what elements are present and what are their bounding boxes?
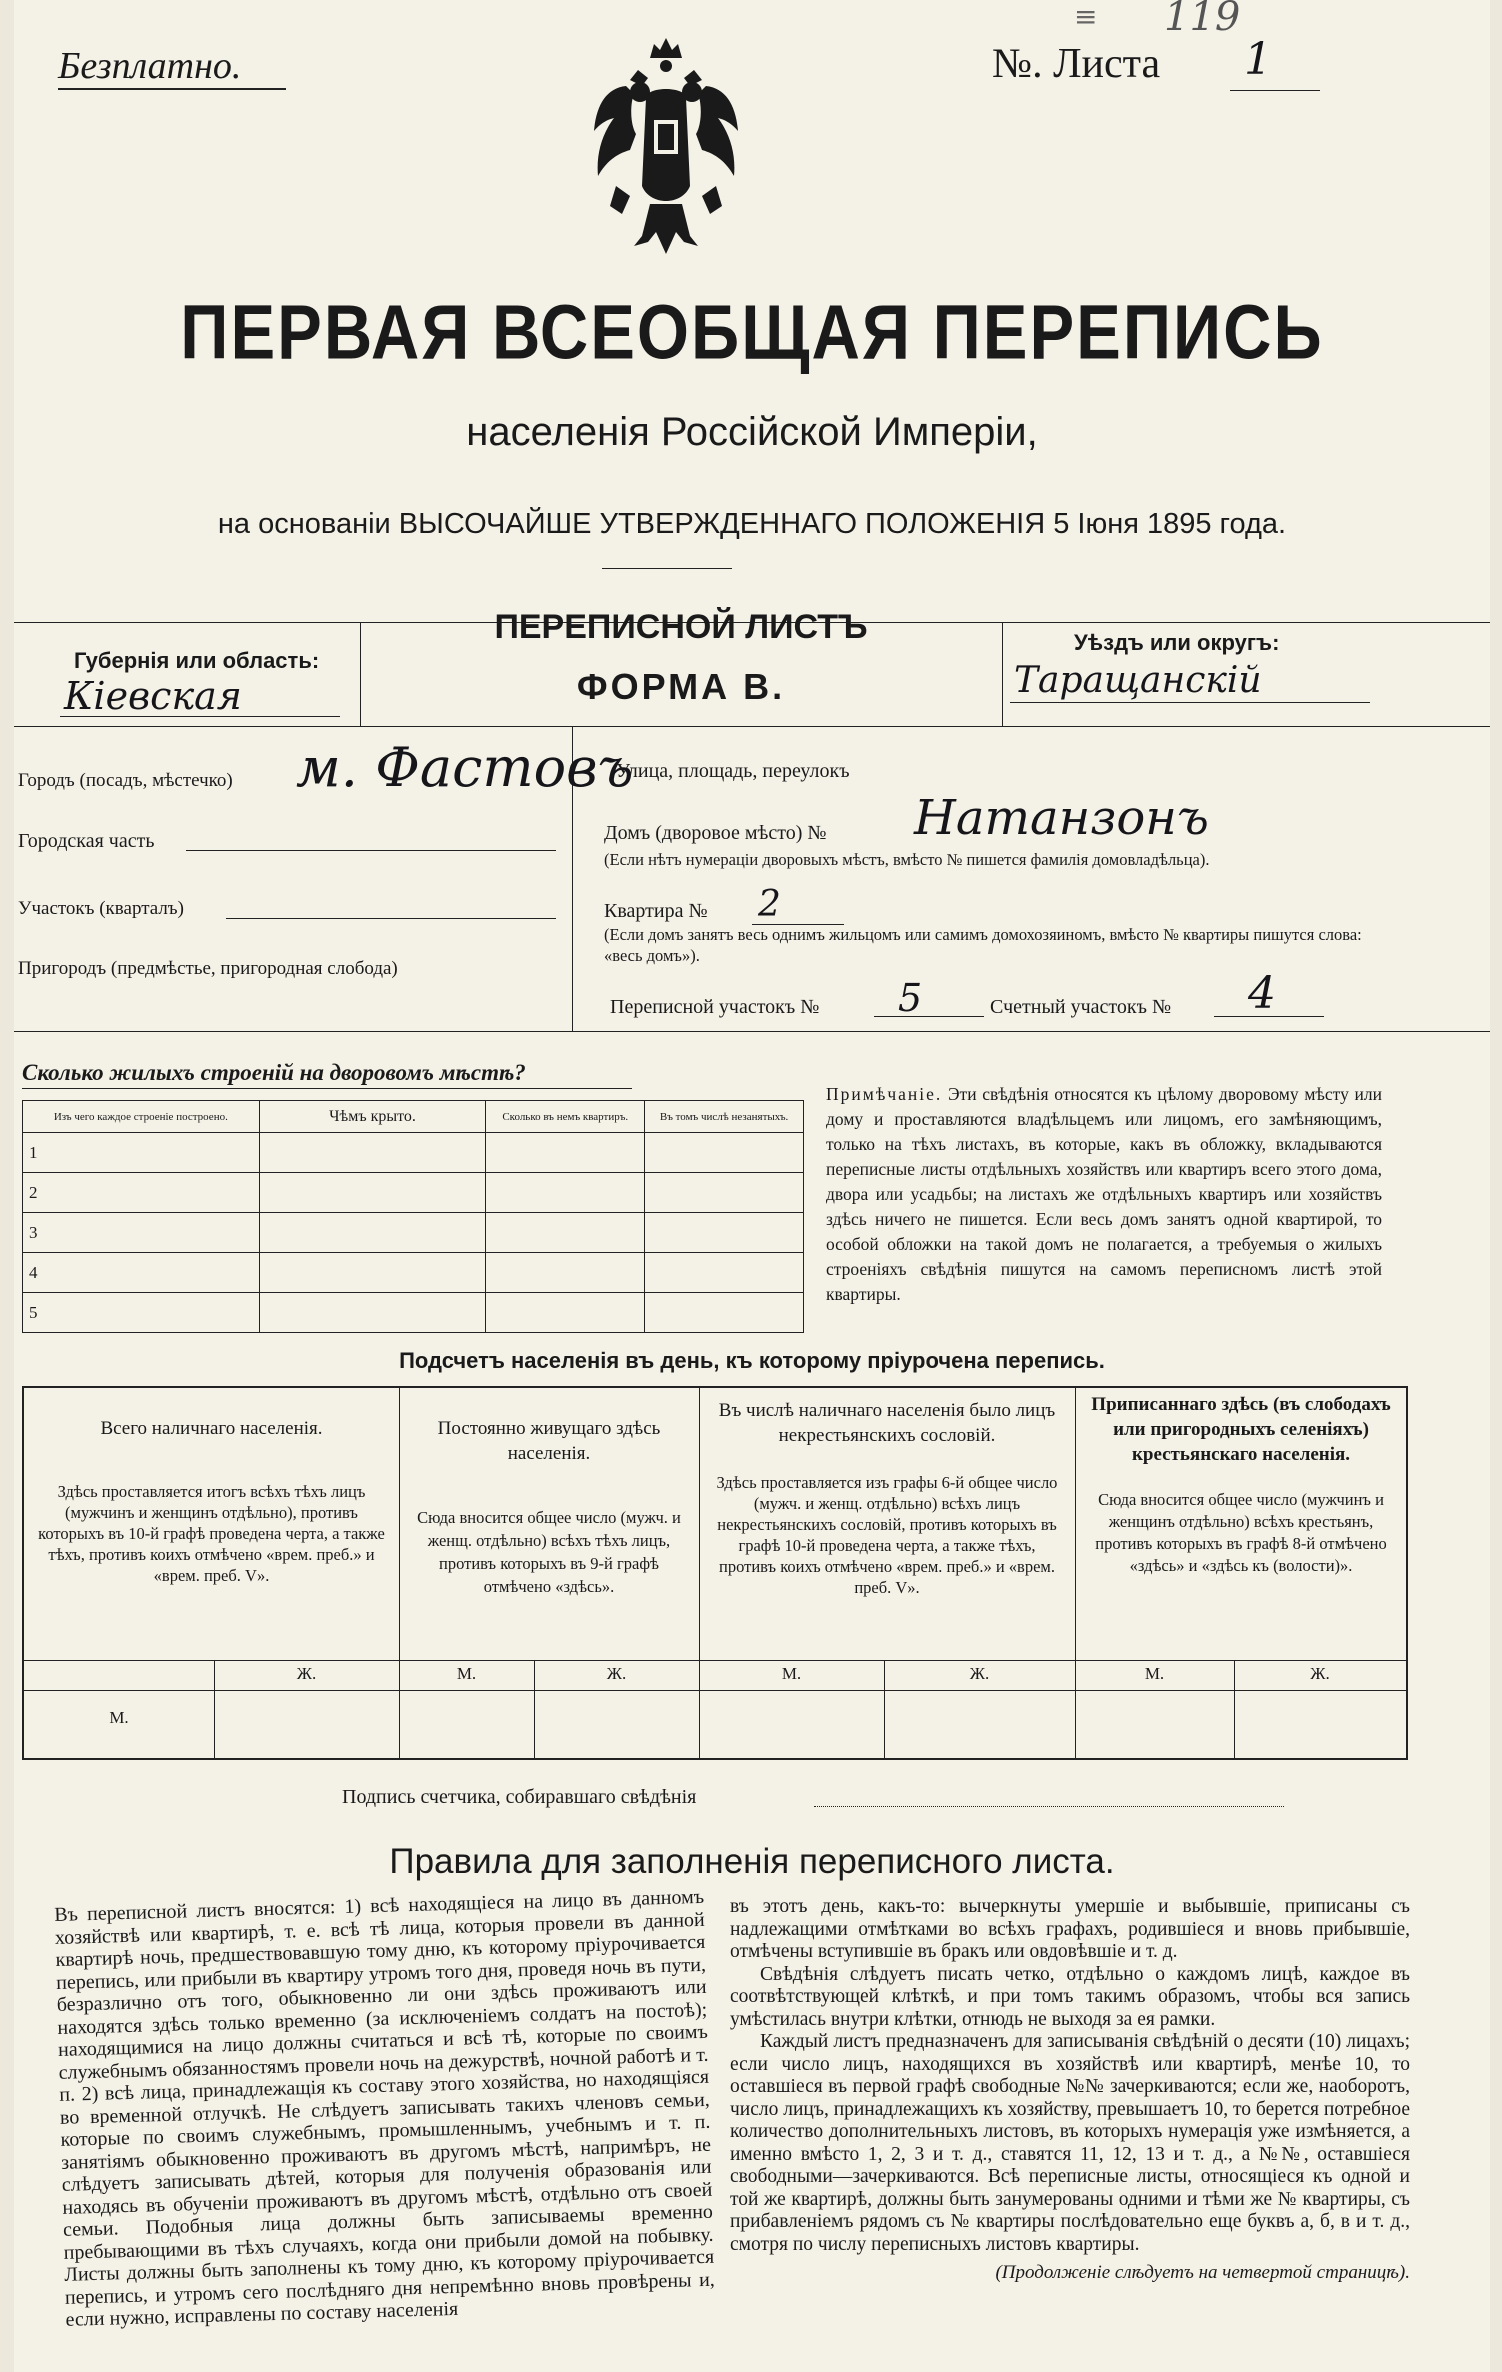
count-col-body: Сюда вносится общее число (мужчинъ и женщинъ отдѣльно) всѣхъ крестьянъ, противъ которыхъ въ графѣ 8-й отмѣчено «здѣсь» и «здѣсь къ (волости)». bbox=[1095, 1490, 1387, 1575]
house-value: Натанзонъ bbox=[914, 790, 1209, 846]
archive-mark: 119 bbox=[1164, 0, 1241, 40]
buildings-question: Сколько жилыхъ строеній на дворовомъ мѣстѣ? bbox=[22, 1060, 526, 1085]
buildings-table bbox=[22, 1100, 804, 1333]
buildings-col-material: Изъ чего каждое строеніе построено. bbox=[23, 1101, 260, 1133]
district-label: Городская часть bbox=[18, 830, 155, 852]
m-label: М. bbox=[781, 1664, 802, 1683]
province-label: Губернія или область: bbox=[74, 648, 320, 673]
rules-right-para-1: въ этотъ день, какъ-то: вычеркнуты умершіе и выбывшіе, приписаны съ надлежащими отмѣтками во всѣхъ графахъ, родившіеся и вновь прибывшіе, отмѣчены вступившіе въ бракъ или овдовѣвшіе и т. д. bbox=[730, 1896, 1410, 1962]
double-headed-eagle-emblem bbox=[586, 36, 746, 276]
legal-basis: на основаніи ВЫСОЧАЙШЕ УТВЕРЖДЕННАГО ПОЛОЖЕНІЯ 5 Іюня 1895 года. bbox=[217, 508, 1287, 540]
main-title: ПЕРВАЯ ВСЕОБЩАЯ ПЕРЕПИСЬ bbox=[180, 289, 1324, 376]
count-col-title: Въ числѣ наличнаго населенія было лицъ некрестьянскихъ сословій. bbox=[718, 1400, 1056, 1446]
county-label: Уѣздъ или округъ: bbox=[1074, 630, 1280, 655]
apartment-note: (Если домъ занятъ весь однимъ жильцомъ или самимъ домохозяиномъ, вмѣсто № квартиры пишутся слова: «весь домъ»). bbox=[604, 925, 1362, 965]
count-area-value: 4 bbox=[1248, 968, 1276, 1019]
buildings-row-num: 1 bbox=[23, 1133, 260, 1173]
buildings-row-num: 5 bbox=[23, 1293, 260, 1333]
count-col-title: Постоянно живущаго здѣсь населенія. bbox=[437, 1418, 661, 1464]
rules-title: Правила для заполненія переписного листа. bbox=[389, 1842, 1115, 1881]
subtitle: населенія Россійской Имперіи, bbox=[466, 410, 1038, 454]
buildings-col-apartments: Сколько въ немъ квартиръ. bbox=[486, 1101, 645, 1133]
census-area-label: Переписной участокъ № bbox=[610, 996, 820, 1018]
city-label: Городъ (посадъ, мѣстечко) bbox=[18, 770, 233, 791]
note-title: Примѣчаніе. bbox=[826, 1084, 943, 1104]
census-area-value: 5 bbox=[898, 976, 923, 1020]
rules-left-column: Въ переписной листъ вносятся: 1) всѣ находящіеся на лицо въ данномъ хозяйствѣ или квартирѣ, т. е. всѣ тѣ лица, которыя провели въ данной квартирѣ ночь, предшествовавшую тому дню, къ которому пріурочивается перепись, или прибыли въ квартиру утромъ того дня, проведя ночь въ пути, безразлично отъ того, обыкновенно ли они здѣсь проживаютъ или находятся здѣсь только временно (за исключеніемъ солдатъ на постоѣ); находящимися на лицо должны считаться и всѣ тѣ, которые по своимъ служебнымъ обязанностямъ провели ночь на дежурствѣ, ночной работѣ и т. п. 2) всѣ лица, принадлежащія къ составу этого хозяйства, но находящіяся во временной отлучкѣ. Не слѣдуетъ записывать такихъ членовъ семьи, которые по своимъ служебнымъ, промышленнымъ, учебнымъ и т. п. занятіямъ обыкновенно проживаютъ въ другомъ мѣстѣ, напримѣръ, не слѣдуетъ записывать дѣтей, которыя для полученія образованія или находясь въ обученіи проживаютъ въ другомъ мѣстѣ, отдѣльно отъ своей семьи. Подобныя лица должны быть записываемы временно пребывающими въ тѣхъ случаяхъ, когда они прибыли домой на побывку. Листы должны быть заполнены къ тому дню, къ которому пріурочивается перепись, и утромъ сего послѣдняго дня непремѣнно вновь провѣрены и, если нужно, исправлены по составу населенія bbox=[54, 1885, 716, 2331]
count-area-label: Счетный участокъ № bbox=[990, 996, 1172, 1018]
population-count-table bbox=[22, 1386, 1408, 1760]
rules-right-column bbox=[730, 1896, 1410, 2284]
census-form-page bbox=[14, 0, 1490, 2372]
house-note: (Если нѣтъ нумераціи дворовыхъ мѣстъ, вмѣсто № пишется фамилія домовладѣльца). bbox=[604, 850, 1210, 869]
count-col-total bbox=[34, 1416, 389, 1586]
free-label: Безплатно. bbox=[58, 45, 242, 87]
count-col-body: Сюда вносится общее число (мужч. и женщ. отдѣльно) всѣхъ тѣхъ лицъ, противъ которыхъ въ 9-й графѣ отмѣчено «здѣсь». bbox=[417, 1508, 681, 1596]
count-col-title: Всего наличнаго населенія. bbox=[100, 1418, 323, 1439]
archive-stroke: ≡ bbox=[1074, 0, 1098, 33]
apartment-label: Квартира № bbox=[604, 900, 708, 922]
count-col-permanent bbox=[409, 1416, 689, 1598]
count-col-nonpeasant bbox=[709, 1398, 1065, 1598]
county-value: Таращанскій bbox=[1014, 660, 1262, 701]
ward-label: Участокъ (кварталъ) bbox=[18, 898, 184, 919]
street-label: Улица, площадь, переулокъ bbox=[616, 760, 850, 782]
province-value: Кіевская bbox=[64, 674, 242, 718]
apartment-value: 2 bbox=[758, 884, 781, 925]
count-col-peasant bbox=[1085, 1392, 1397, 1577]
form-subtitle: ФОРМА В. bbox=[576, 666, 786, 707]
form-title: ПЕРЕПИСНОЙ ЛИСТЪ bbox=[494, 608, 868, 646]
sheet-number: 1 bbox=[1244, 34, 1272, 85]
count-col-body: Здѣсь проставляется итогъ всѣхъ тѣхъ лицъ (мужчинъ и женщинъ отдѣльно), противъ которыхъ въ 10-й графѣ проведена черта, а также тѣхъ, противъ коихъ отмѣчено «врем. преб.» и «врем. преб. V». bbox=[38, 1482, 385, 1585]
f-label: Ж. bbox=[1310, 1664, 1330, 1683]
f-label: Ж. bbox=[969, 1664, 990, 1683]
buildings-col-vacant: Въ томъ числѣ незанятыхъ. bbox=[645, 1101, 804, 1133]
rules-right-para-2: Свѣдѣнія слѣдуетъ писать четко, отдѣльно о каждомъ лицѣ, каждое въ соотвѣтствующей клѣткѣ, и при томъ такимъ образомъ, чтобы вся запись умѣстилась внутри клѣтки, отнюдь не выходя за ея рамки. bbox=[730, 1963, 1410, 2030]
buildings-row-num: 2 bbox=[23, 1173, 260, 1213]
buildings-row-num: 4 bbox=[23, 1253, 260, 1293]
rules-right-para-3: Каждый листъ предназначенъ для записыванія свѣдѣній о десяти (10) лицахъ; если число лицъ, находящихся въ хозяйствѣ или квартирѣ, менѣе 10, то оставшіеся въ первой графѣ свободные №№ зачеркиваются; если же, наоборотъ, число лицъ, принадлежащихъ къ хозяйству, превышаетъ 10, то берется потребное количество дополнительныхъ листовъ, въ которыхъ нумерація уже измѣняется, а именно вмѣсто 1, 2, 3 и т. д., ставятся 11, 12, 13 и т. д., а №№, оставшіеся свободными—зачеркиваются. Всѣ переписные листы, относящіеся къ одной и той же квартирѣ, должны быть занумерованы одними и тѣми же № квартиры, съ прибавленіемъ рядомъ съ № квартиры послѣдовательно еще буквъ а, б, в и т. д., смотря по числу переписныхъ листовъ квартиры. bbox=[730, 2031, 1410, 2255]
population-count-title: Подсчетъ населенія въ день, къ которому пріурочена перепись. bbox=[399, 1348, 1105, 1373]
count-col-title: Приписаннаго здѣсь (въ слободахъ или пригородныхъ селеніяхъ) крестьянскаго населенія. bbox=[1091, 1394, 1391, 1465]
m-label: М. bbox=[456, 1664, 477, 1683]
f-label: Ж. bbox=[606, 1664, 627, 1683]
note-text: Эти свѣдѣнія относятся къ цѣлому дворовому мѣсту или дому и проставляются владѣльцемъ или лицомъ, его замѣняющимъ, только на тѣхъ листахъ, въ которые, какъ въ обложку, вкладываются переписные листы отдѣльныхъ хозяйствъ или квартиръ всего этого дома, двора или усадьбы; на листахъ же отдѣльныхъ квартиръ или хозяйствъ здѣсь ничего не пишется. Если весь домъ занятъ одной квартирой, то особой обложки на такой домъ не полагается, а требуемыя о жилыхъ строеніяхъ свѣдѣнія пишутся на самомъ переписномъ листѣ этой квартиры. bbox=[826, 1084, 1383, 1304]
city-value: м. Фастовъ bbox=[296, 736, 634, 799]
rules-continued: (Продолженіе слѣдуетъ на четвертой страницѣ). bbox=[995, 2262, 1410, 2283]
m-label: М. bbox=[1144, 1664, 1165, 1683]
house-label: Домъ (дворовое мѣсто) № bbox=[604, 822, 827, 844]
f-label: Ж. bbox=[296, 1664, 317, 1683]
sheet-label: №. Листа bbox=[992, 41, 1161, 87]
buildings-row-num: 3 bbox=[23, 1213, 260, 1253]
suburb-label: Пригородъ (предмѣстье, пригородная слобода) bbox=[18, 958, 398, 979]
buildings-note bbox=[826, 1082, 1382, 1307]
m-label: М. bbox=[109, 1708, 129, 1727]
signature-label: Подпись счетчика, собиравшаго свѣдѣнія bbox=[342, 1786, 697, 1808]
count-col-body: Здѣсь проставляется изъ графы 6-й общее число (мужч. и женщ. отдѣльно) всѣхъ лицъ некрестьянскихъ сословій, противъ которыхъ въ графѣ 10-й проведена черта, а также тѣхъ, противъ коихъ отмѣчено «врем. преб.» и «врем. преб. V». bbox=[716, 1473, 1058, 1597]
buildings-col-roof: Чѣмъ крыто. bbox=[259, 1101, 486, 1133]
